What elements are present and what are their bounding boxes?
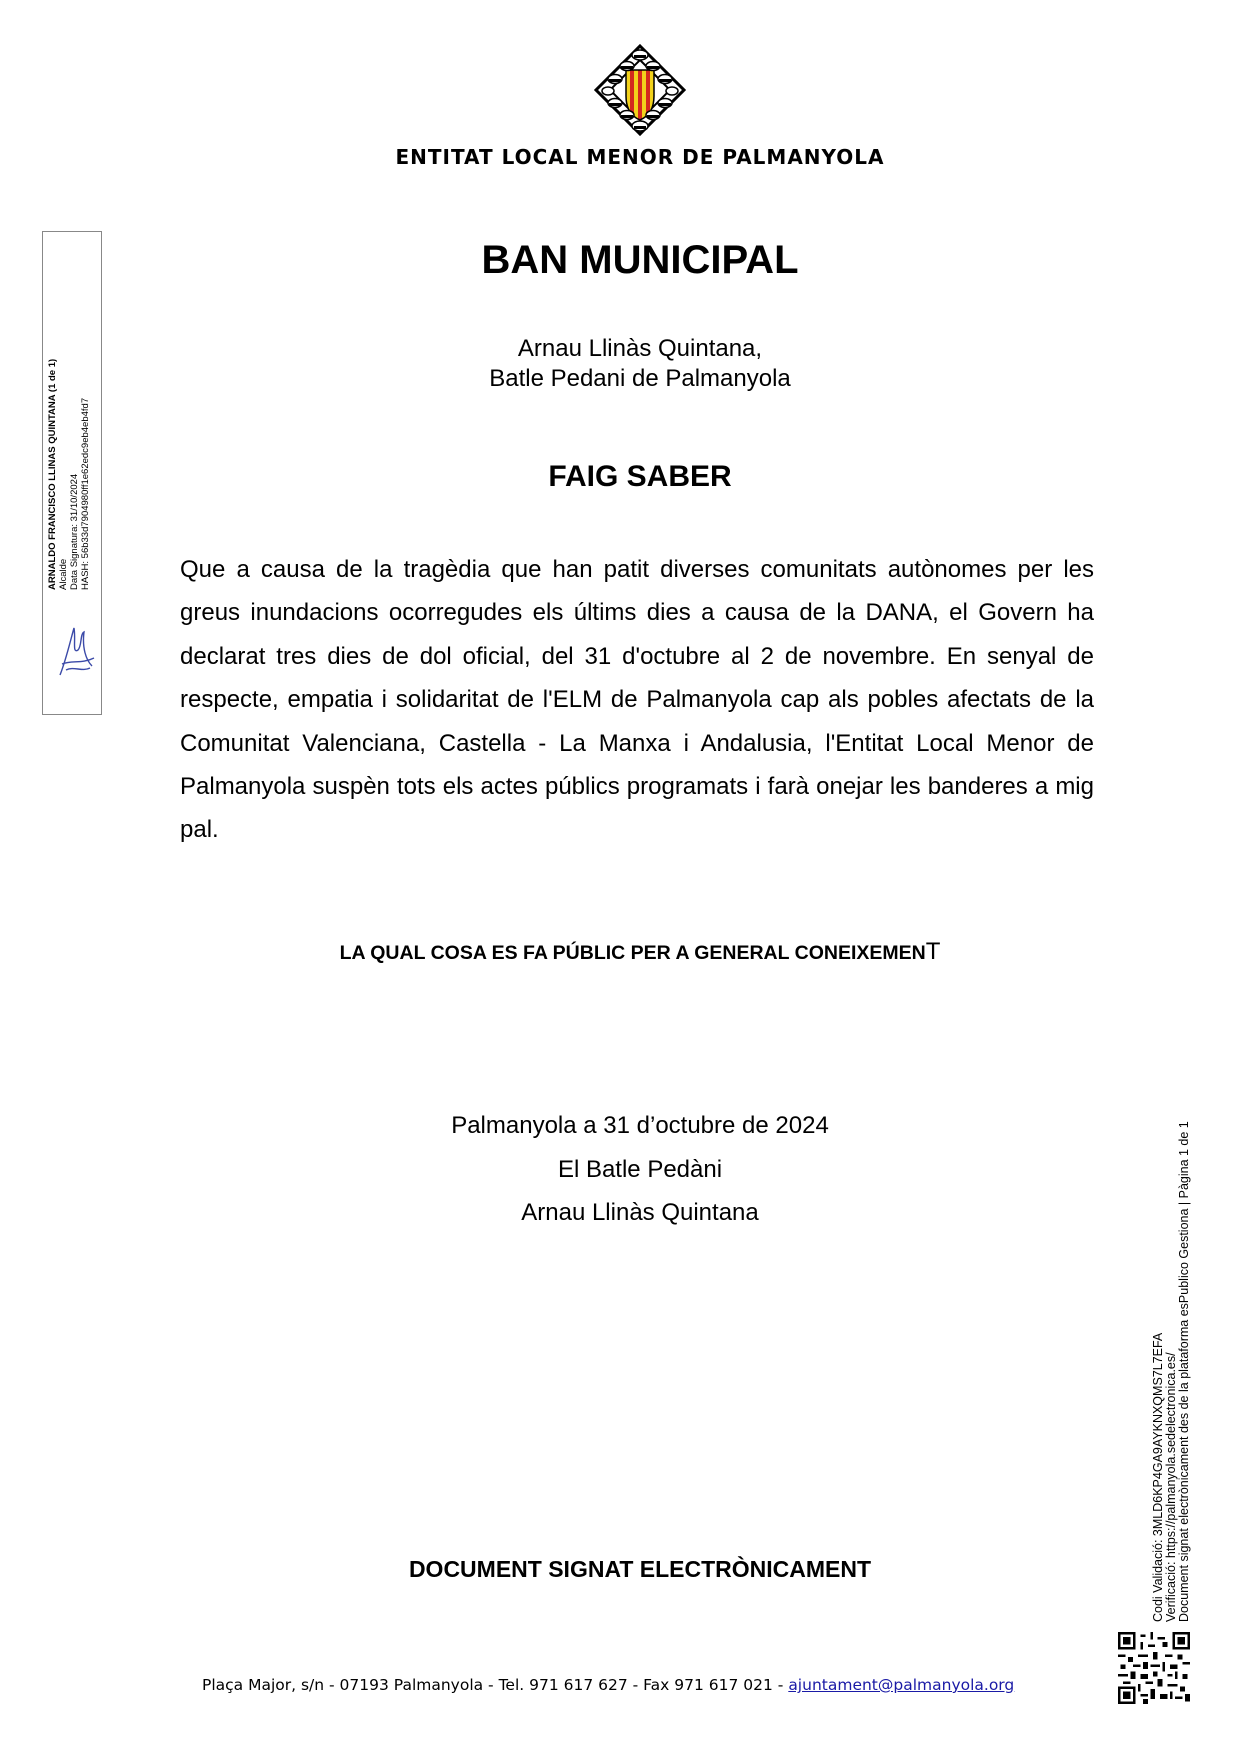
qr-code-icon xyxy=(1118,1632,1190,1704)
signature-hash: HASH: 56b33d7904980ff1e62edc9eb4eb4fd7 xyxy=(80,397,91,590)
validation-text xyxy=(1152,1112,1191,1622)
signature-date: Data Signatura: 31/10/2024 xyxy=(69,473,80,590)
footer xyxy=(202,1676,1082,1694)
issuer-role: Batle Pedani de Palmanyola xyxy=(489,365,791,392)
footer-address: Plaça Major, s/n - 07193 Palmanyola - Tel. 971 617 627 - Fax 971 617 021 - xyxy=(202,1676,789,1694)
public-notice-tail: T xyxy=(925,938,941,965)
signature-signer: ARNALDO FRANCISCO LLINAS QUINTANA (1 de 1) xyxy=(47,358,58,590)
closing-block xyxy=(0,1104,1241,1235)
signed-notice: DOCUMENT SIGNAT ELECTRÒNICAMENT xyxy=(408,1556,872,1582)
document-title: BAN MUNICIPAL xyxy=(481,238,799,282)
validation-code: Codi Validació: 3MLD6KP4GA9AYKNXQMS7L7EFA xyxy=(1151,1332,1165,1622)
signature-stamp-text xyxy=(47,260,91,590)
body-paragraph: Que a causa de la tragèdia que han patit diverses comunitats autònomes per les greus inundacions ocorregudes els últims dies a causa de la DANA, el Govern ha declarat tres dies de dol oficial, del 31 d'octubre al 2 de novembre. En senyal de respecte, empatia i solidaritat de l'ELM de Palmanyola cap als pobles afectats de la Comunitat Valenciana, Castella - La Manxa i Andalusia, l'Entitat Local Menor de Palmanyola suspèn tots els actes públics programats i farà onejar les banderes a mig pal. xyxy=(180,556,1094,844)
footer-email-link[interactable]: ajuntament@palmanyola.org xyxy=(788,1676,1015,1694)
issuer-name: Arnau Llinàs Quintana, xyxy=(517,335,763,362)
signature-role: Alcalde xyxy=(58,558,69,590)
section-heading: FAIG SABER xyxy=(548,460,732,493)
coat-of-arms-logo xyxy=(594,44,686,136)
handwritten-signature-image xyxy=(52,620,102,680)
closing-role: El Batle Pedàni xyxy=(557,1155,723,1183)
public-notice xyxy=(0,938,1241,966)
closing-name: Arnau Llinàs Quintana xyxy=(521,1199,759,1226)
organization-name: ENTITAT LOCAL MENOR DE PALMANYOLA xyxy=(395,145,885,169)
validation-platform: Document signat electrònicament des de la plataforma esPublico Gestiona | Pàgina 1 de 1 xyxy=(1177,1121,1191,1622)
public-notice-text: LA QUAL COSA ES FA PÚBLIC PER A GENERAL CONEIXEMEN xyxy=(339,942,926,964)
validation-url: Verificació: https://palmanyola.sedelectronica.es/ xyxy=(1164,1352,1178,1622)
issuer-block xyxy=(0,334,1241,394)
place-date: Palmanyola a 31 d’octubre de 2024 xyxy=(451,1112,829,1139)
